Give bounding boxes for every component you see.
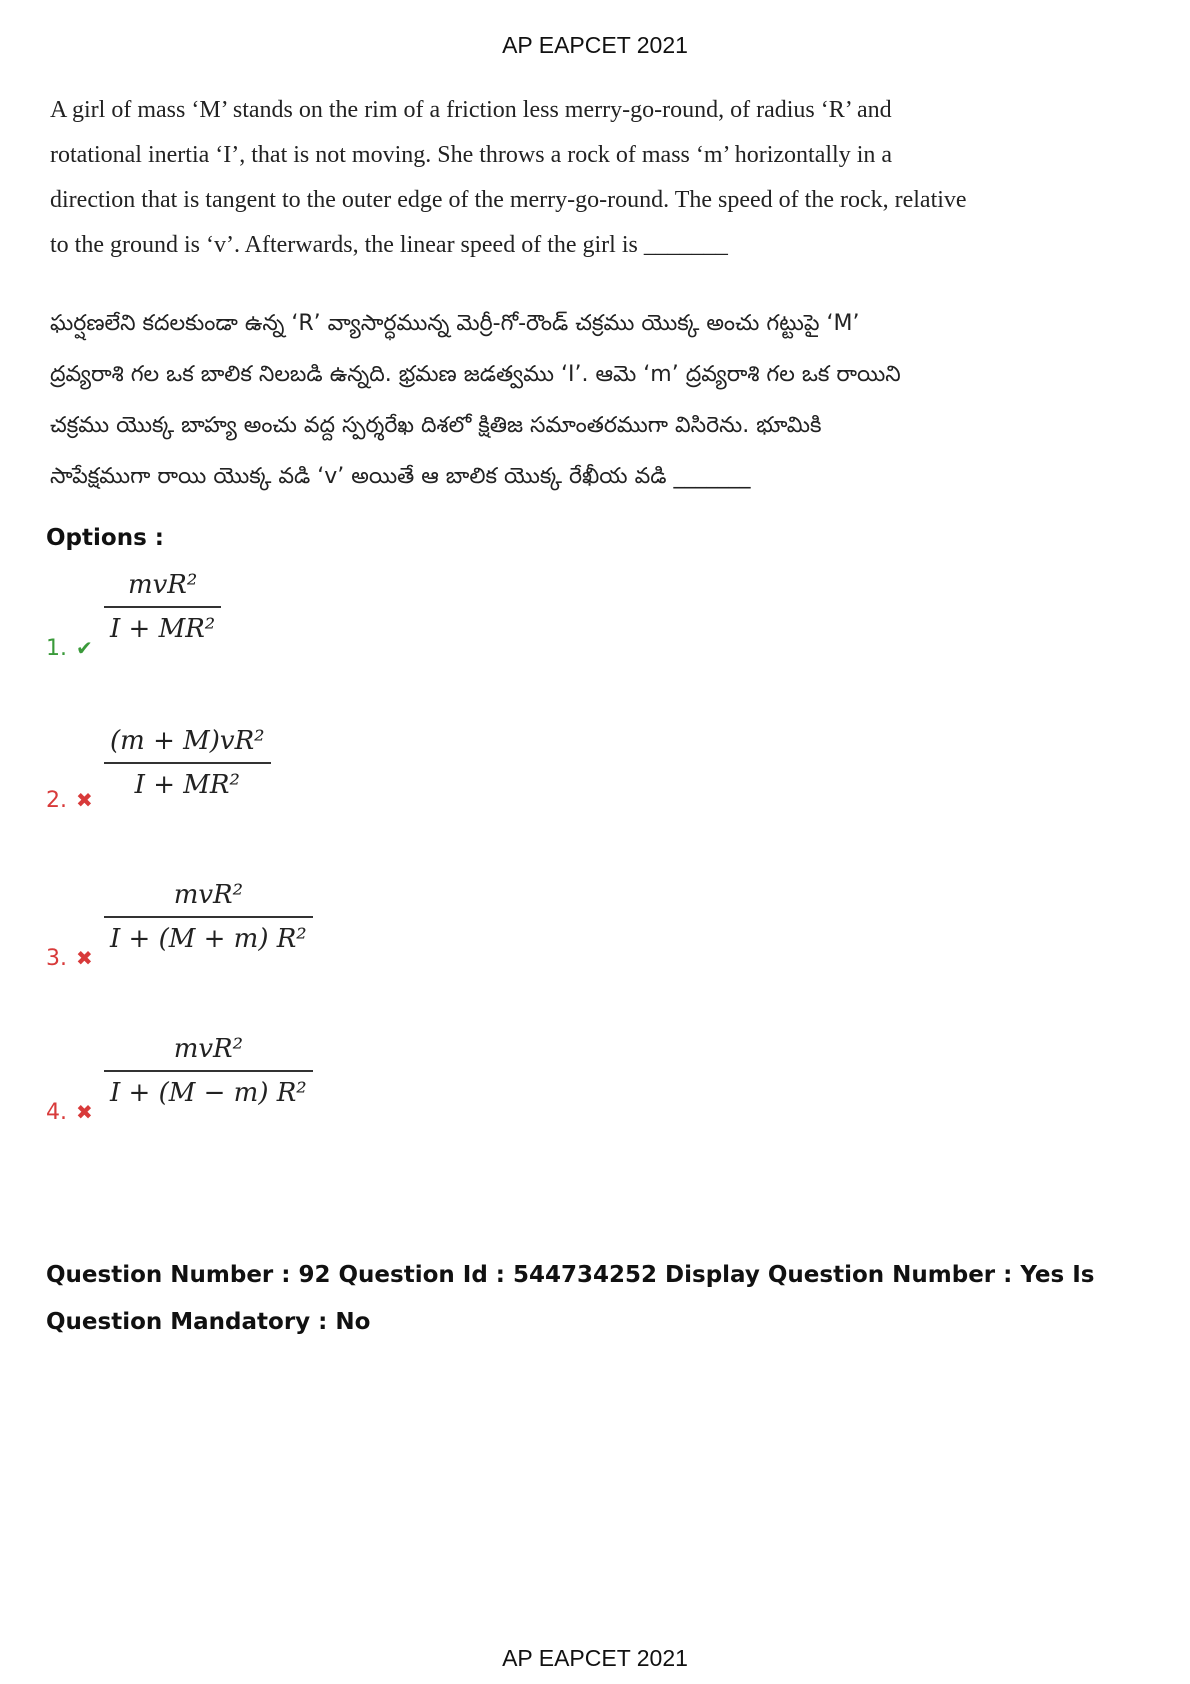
option-1 — [46, 570, 546, 670]
question-metadata: Question Number : 92 Question Id : 544734252 Display Question Number : Yes Is Question Mandatory : No — [46, 1262, 1095, 1335]
question-telugu-line: ద్రవ్యరాశి గల ఒక బాలిక నిలబడి ఉన్నది. భ్రమణ జడత్వము ‘I’. ఆమె ‘m’ ద్రవ్యరాశి గల ఒక రాయిని — [50, 362, 901, 387]
wrong-cross-icon: ✖ — [76, 788, 93, 812]
question-english-line: rotational inertia ‘I’, that is not moving. She throws a rock of mass ‘m’ horizontally in a — [50, 142, 893, 168]
wrong-cross-icon: ✖ — [76, 946, 93, 970]
option-formula — [104, 726, 271, 800]
page-header: AP EAPCET 2021 — [502, 32, 688, 58]
question-english-line: direction that is tangent to the outer edge of the merry-go-round. The speed of the rock, relative — [50, 187, 967, 213]
option-formula — [104, 880, 313, 954]
option-number: 1. — [46, 636, 67, 661]
option-number: 4. — [46, 1100, 67, 1125]
option-4 — [46, 1034, 546, 1134]
question-english-line: A girl of mass ‘M’ stands on the rim of a friction less merry-go-round, of radius ‘R’ and — [50, 97, 892, 123]
formula-numerator: mvR² — [104, 1034, 313, 1072]
formula-denominator: I + (M + m) R² — [110, 924, 307, 954]
question-text-english — [50, 88, 967, 268]
formula-denominator: I + (M − m) R² — [110, 1078, 307, 1108]
option-3 — [46, 880, 546, 980]
question-english-line: to the ground is ‘v’. Afterwards, the linear speed of the girl is _______ — [50, 232, 728, 258]
formula-numerator: mvR² — [104, 880, 313, 918]
correct-check-icon: ✔ — [76, 636, 93, 660]
question-text-telugu — [50, 298, 930, 502]
question-telugu-line: ఘర్షణలేని కదలకుండా ఉన్న ‘R’ వ్యాసార్ధమున్న మెర్రీ-గో-రౌండ్ చక్రము యొక్క అంచు గట్టుపై ‘M’ — [50, 311, 860, 336]
question-telugu-line: చక్రము యొక్క బాహ్య అంచు వద్ద స్పర్శరేఖ దిశలో క్షితిజ సమాంతరముగా విసిరెను. భూమికి — [50, 413, 822, 438]
formula-denominator: I + MR² — [134, 770, 240, 800]
option-number: 3. — [46, 946, 67, 971]
question-telugu-line: సాపేక్షముగా రాయి యొక్క వడి ‘v’ అయితే ఆ బాలిక యొక్క రేఖీయ వడి _______ — [50, 464, 751, 489]
options-heading: Options : — [46, 525, 164, 551]
wrong-cross-icon: ✖ — [76, 1100, 93, 1124]
page-footer: AP EAPCET 2021 — [502, 1645, 688, 1671]
formula-denominator: I + MR² — [110, 614, 216, 644]
formula-numerator: mvR² — [104, 570, 221, 608]
option-number: 2. — [46, 788, 67, 813]
option-formula — [104, 1034, 313, 1108]
formula-numerator: (m + M)vR² — [104, 726, 271, 764]
option-formula — [104, 570, 221, 644]
option-2 — [46, 726, 546, 826]
